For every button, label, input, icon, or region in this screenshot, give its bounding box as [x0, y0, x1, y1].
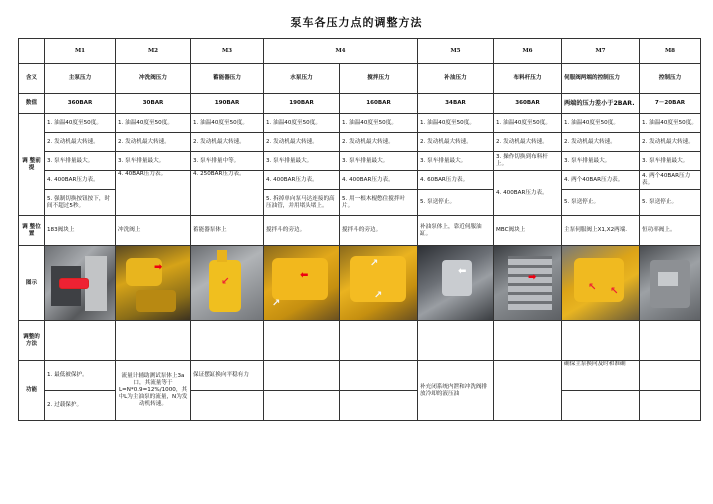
meaning-m4b: 搅拌压力 — [340, 64, 418, 94]
photo-m3: ↙ — [191, 246, 264, 321]
meaning-m4a: 水泵压力 — [264, 64, 340, 94]
before-m8-1: 1. 油温40度至50度。 — [640, 114, 701, 133]
position-m1: 183阀块上 — [45, 216, 116, 246]
position-m2: 冲洗阀上 — [116, 216, 191, 246]
position-m3: 蓄能器泵体上 — [191, 216, 264, 246]
photo-m2: ➡ — [116, 246, 191, 321]
before-m3-1: 1. 油温40度至50度。 — [191, 114, 264, 133]
meaning-m2: 冲洗阀压力 — [116, 64, 191, 94]
before-m2-3: 3. 泵车排量最大。 — [116, 152, 191, 171]
header-row — [19, 39, 701, 64]
photo-m4a: ↗ ⬅ — [264, 246, 340, 321]
method-row — [19, 321, 701, 361]
photo-m8 — [640, 246, 701, 321]
header-m8: M8 — [640, 39, 701, 64]
photo-m5: ⬅ — [418, 246, 494, 321]
value-m4b: 160BAR — [340, 94, 418, 114]
before-m2-4: 4. 40BAR压力表。 — [116, 171, 191, 216]
before-m4b-3: 3. 泵车排量最大。 — [340, 152, 418, 171]
meaning-m6: 布料杆压力 — [494, 64, 562, 94]
row-label-function: 功能 — [19, 361, 45, 421]
meaning-row — [19, 64, 701, 94]
before-m8-2: 2. 发动机最大转速。 — [640, 133, 701, 152]
header-m2: M2 — [116, 39, 191, 64]
before-m8-4: 4. 两个40BAR压力表。 — [640, 171, 701, 190]
before-m1-2: 2. 发动机最大转速。 — [45, 133, 116, 152]
function-m1-2: 2. 过载保护。 — [45, 391, 116, 421]
before-m4b-4: 4. 400BAR压力表。 — [340, 171, 418, 190]
before-m5-3: 3. 泵车排量最大。 — [418, 152, 494, 171]
before-m4a-4: 4. 400BAR压力表。 — [264, 171, 340, 190]
page-title: 泵车各压力点的调整方法 — [290, 16, 423, 29]
function-row-1 — [19, 361, 701, 391]
before-m4b-5: 5. 用一根木棍憋住搅拌叶片。 — [340, 190, 418, 216]
position-row — [19, 216, 701, 246]
before-m5-2: 2. 发动机最大转速。 — [418, 133, 494, 152]
function-m4b — [340, 361, 418, 391]
before-m6-2: 2. 发动机最大转速。 — [494, 133, 562, 152]
before-m8-5: 5. 泵送停止。 — [640, 190, 701, 216]
function-m6 — [494, 361, 562, 421]
row-label-method: 调整的方法 — [19, 321, 45, 361]
header-m5: M5 — [418, 39, 494, 64]
header-m7: M7 — [562, 39, 640, 64]
function-m8-2 — [640, 391, 701, 421]
position-m8: 恒功率阀上。 — [640, 216, 701, 246]
before-m3-2: 2. 发动机最大转速。 — [191, 133, 264, 152]
before-m7-5: 5. 泵送停止。 — [562, 190, 640, 216]
method-m4a — [264, 321, 340, 361]
value-m8: 7－20BAR — [640, 94, 701, 114]
header-m4: M4 — [264, 39, 418, 64]
before-m1-1: 1. 油温40度至50度。 — [45, 114, 116, 133]
row-label-image: 图示 — [19, 246, 45, 321]
value-row — [19, 94, 701, 114]
before-row-1 — [19, 114, 701, 133]
meaning-m5: 补油压力 — [418, 64, 494, 94]
header-corner — [19, 39, 45, 64]
before-m1-5: 5. 强制切换按钮按下，时间不超过5秒。 — [45, 190, 116, 216]
meaning-m8: 控制压力 — [640, 64, 701, 94]
value-m6: 360BAR — [494, 94, 562, 114]
method-m3 — [191, 321, 264, 361]
before-m8-3: 3. 泵车排量最大。 — [640, 152, 701, 171]
function-m3: 保证摆缸换向平稳有力 — [191, 361, 264, 391]
function-m4a — [264, 361, 340, 391]
before-m4a-5: 5. 拆掉单向泵马达连接的高压油管，并用堵头堵上。 — [264, 190, 340, 216]
before-row-4 — [19, 171, 701, 190]
image-row — [19, 246, 701, 321]
before-m2-1: 1. 油温40度至50度。 — [116, 114, 191, 133]
before-m5-5: 5. 泵送停止。 — [418, 190, 494, 216]
meaning-m1: 主泵压力 — [45, 64, 116, 94]
position-m6: MBC阀块上 — [494, 216, 562, 246]
method-m7 — [562, 321, 640, 361]
position-m5: 补油泵体上，靠近伺服油缸。 — [418, 216, 494, 246]
function-m7: 确保主泵换向及时和准确 — [562, 361, 640, 391]
before-m4a-1: 1. 油温40度至50度。 — [264, 114, 340, 133]
before-m6-1: 1. 油温40度至50度。 — [494, 114, 562, 133]
value-m4a: 190BAR — [264, 94, 340, 114]
before-m6-3: 3. 操作切换到布料杆上。 — [494, 152, 562, 171]
before-m4b-2: 2. 发动机最大转速。 — [340, 133, 418, 152]
method-m6 — [494, 321, 562, 361]
position-m4a: 搅拌斗的旁边。 — [264, 216, 340, 246]
function-m5: 补充闭系统内泄和冲洗阀排放冷却的液压油 — [418, 361, 494, 421]
photo-m4b: ↗ ↗ — [340, 246, 418, 321]
before-m5-4: 4. 60BAR压力表。 — [418, 171, 494, 190]
before-m7-3: 3. 泵车排量最大。 — [562, 152, 640, 171]
function-m4b-2 — [340, 391, 418, 421]
before-m1-4: 4. 400BAR压力表。 — [45, 171, 116, 190]
method-m4b — [340, 321, 418, 361]
value-m5: 34BAR — [418, 94, 494, 114]
header-m1: M1 — [45, 39, 116, 64]
photo-m7: ↖ ↖ — [562, 246, 640, 321]
function-m3-2 — [191, 391, 264, 421]
meaning-m3: 蓄能器压力 — [191, 64, 264, 94]
before-m1-3: 3. 泵车排量最大。 — [45, 152, 116, 171]
row-label-position: 调 整位置 — [19, 216, 45, 246]
before-m7-4: 4. 两个40BAR压力表。 — [562, 171, 640, 190]
position-m7: 主泵伺服阀上X1,X2两端. — [562, 216, 640, 246]
before-m4a-3: 3. 泵车排量最大。 — [264, 152, 340, 171]
function-m8 — [640, 361, 701, 391]
function-m1-1: 1. 最低被保护。 — [45, 361, 116, 391]
method-m1 — [45, 321, 116, 361]
meaning-m7: 伺服阀两端的控制压力 — [562, 64, 640, 94]
photo-m1 — [45, 246, 116, 321]
before-m7-2: 2. 发动机最大转速。 — [562, 133, 640, 152]
method-m5 — [418, 321, 494, 361]
method-m2 — [116, 321, 191, 361]
value-m2: 30BAR — [116, 94, 191, 114]
position-m4b: 搅拌斗的旁边。 — [340, 216, 418, 246]
pressure-adjustment-table — [18, 38, 701, 421]
function-m4a-2 — [264, 391, 340, 421]
row-label-meaning: 含义 — [19, 64, 45, 94]
before-m4b-1: 1. 油温40度至50度。 — [340, 114, 418, 133]
header-m6: M6 — [494, 39, 562, 64]
function-m2: 流量计辅助测试泵体上3a口，其流量等于L=N*0.9=12%/1000，其中L为主油泵的流量，N为发动机转速。 — [116, 361, 191, 421]
before-m4a-2: 2. 发动机最大转速。 — [264, 133, 340, 152]
before-m5-1: 1. 油温40度至50度。 — [418, 114, 494, 133]
value-m7: 两端的压力差小于2BAR. — [562, 94, 640, 114]
before-row-3 — [19, 152, 701, 171]
before-m7-1: 1. 油温40度至50度。 — [562, 114, 640, 133]
before-m6-4: 4. 400BAR压力表。 — [494, 171, 562, 216]
before-m2-2: 2. 发动机最大转速。 — [116, 133, 191, 152]
value-m3: 190BAR — [191, 94, 264, 114]
photo-m6: ➡ — [494, 246, 562, 321]
before-m3-3: 3. 泵车排量中等。 — [191, 152, 264, 171]
row-label-value: 数值 — [19, 94, 45, 114]
header-m3: M3 — [191, 39, 264, 64]
before-row-2 — [19, 133, 701, 152]
value-m1: 360BAR — [45, 94, 116, 114]
function-m7-2 — [562, 391, 640, 421]
before-m3-4: 4. 250BAR压力表。 — [191, 171, 264, 216]
row-label-before: 调 整前提 — [19, 114, 45, 216]
method-m8 — [640, 321, 701, 361]
